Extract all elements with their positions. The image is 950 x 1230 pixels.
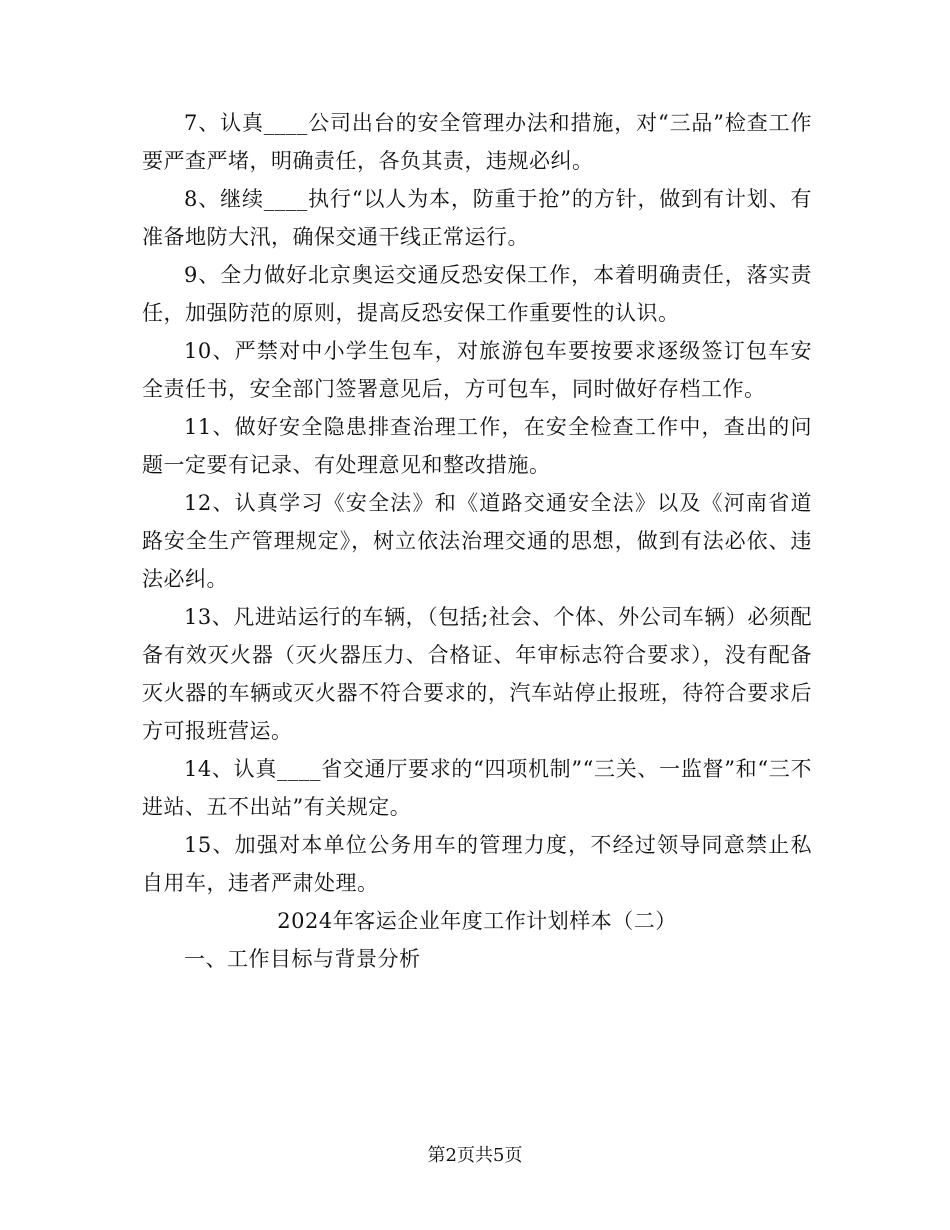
subheading: 一、工作目标与背景分析 <box>184 947 421 971</box>
section-title: 2024年客运企业年度工作计划样本（二） <box>277 909 677 933</box>
paragraph-item-10: 10、严禁对中小学生包车，对旅游包车要按要求逐级签订包车安全责任书，安全部门签署意见后，方可包车，同时做好存档工作。 <box>142 339 812 401</box>
paragraph-item-15: 15、加强对本单位公务用车的管理力度，不经过领导同意禁止私自用车，违者严肃处理。 <box>142 833 812 895</box>
paragraph-item-14: 14、认真____省交通厅要求的“四项机制”“三关、一监督”和“三不进站、五不出站”有关规定。 <box>142 757 812 819</box>
document-body <box>142 104 812 978</box>
paragraph-item-13: 13、凡进站运行的车辆，（包括;社会、个体、外公司车辆）必须配备有效灭火器（灭火器压力、合格证、年审标志符合要求），没有配备灭火器的车辆或灭火器不符合要求的，汽车站停止报班，待符合要求后方可报班营运。 <box>142 605 812 743</box>
paragraph-item-8: 8、继续____执行“以人为本，防重于抢”的方针，做到有计划、有准备地防大汛，确保交通干线正常运行。 <box>142 187 812 249</box>
paragraph-item-12: 12、认真学习《安全法》和《道路交通安全法》以及《河南省道路安全生产管理规定》，树立依法治理交通的思想，做到有法必依、违法必纠。 <box>142 491 812 591</box>
paragraph-item-9: 9、全力做好北京奥运交通反恐安保工作，本着明确责任，落实责任，加强防范的原则，提高反恐安保工作重要性的认识。 <box>142 263 812 325</box>
page-footer: 第2页共5页 <box>427 1145 523 1166</box>
paragraph-item-7: 7、认真____公司出台的安全管理办法和措施，对“三品”检查工作要严查严堵，明确责任，各负其责，违规必纠。 <box>142 111 812 173</box>
paragraph-item-11: 11、做好安全隐患排查治理工作，在安全检查工作中，查出的问题一定要有记录、有处理意见和整改措施。 <box>142 415 812 477</box>
